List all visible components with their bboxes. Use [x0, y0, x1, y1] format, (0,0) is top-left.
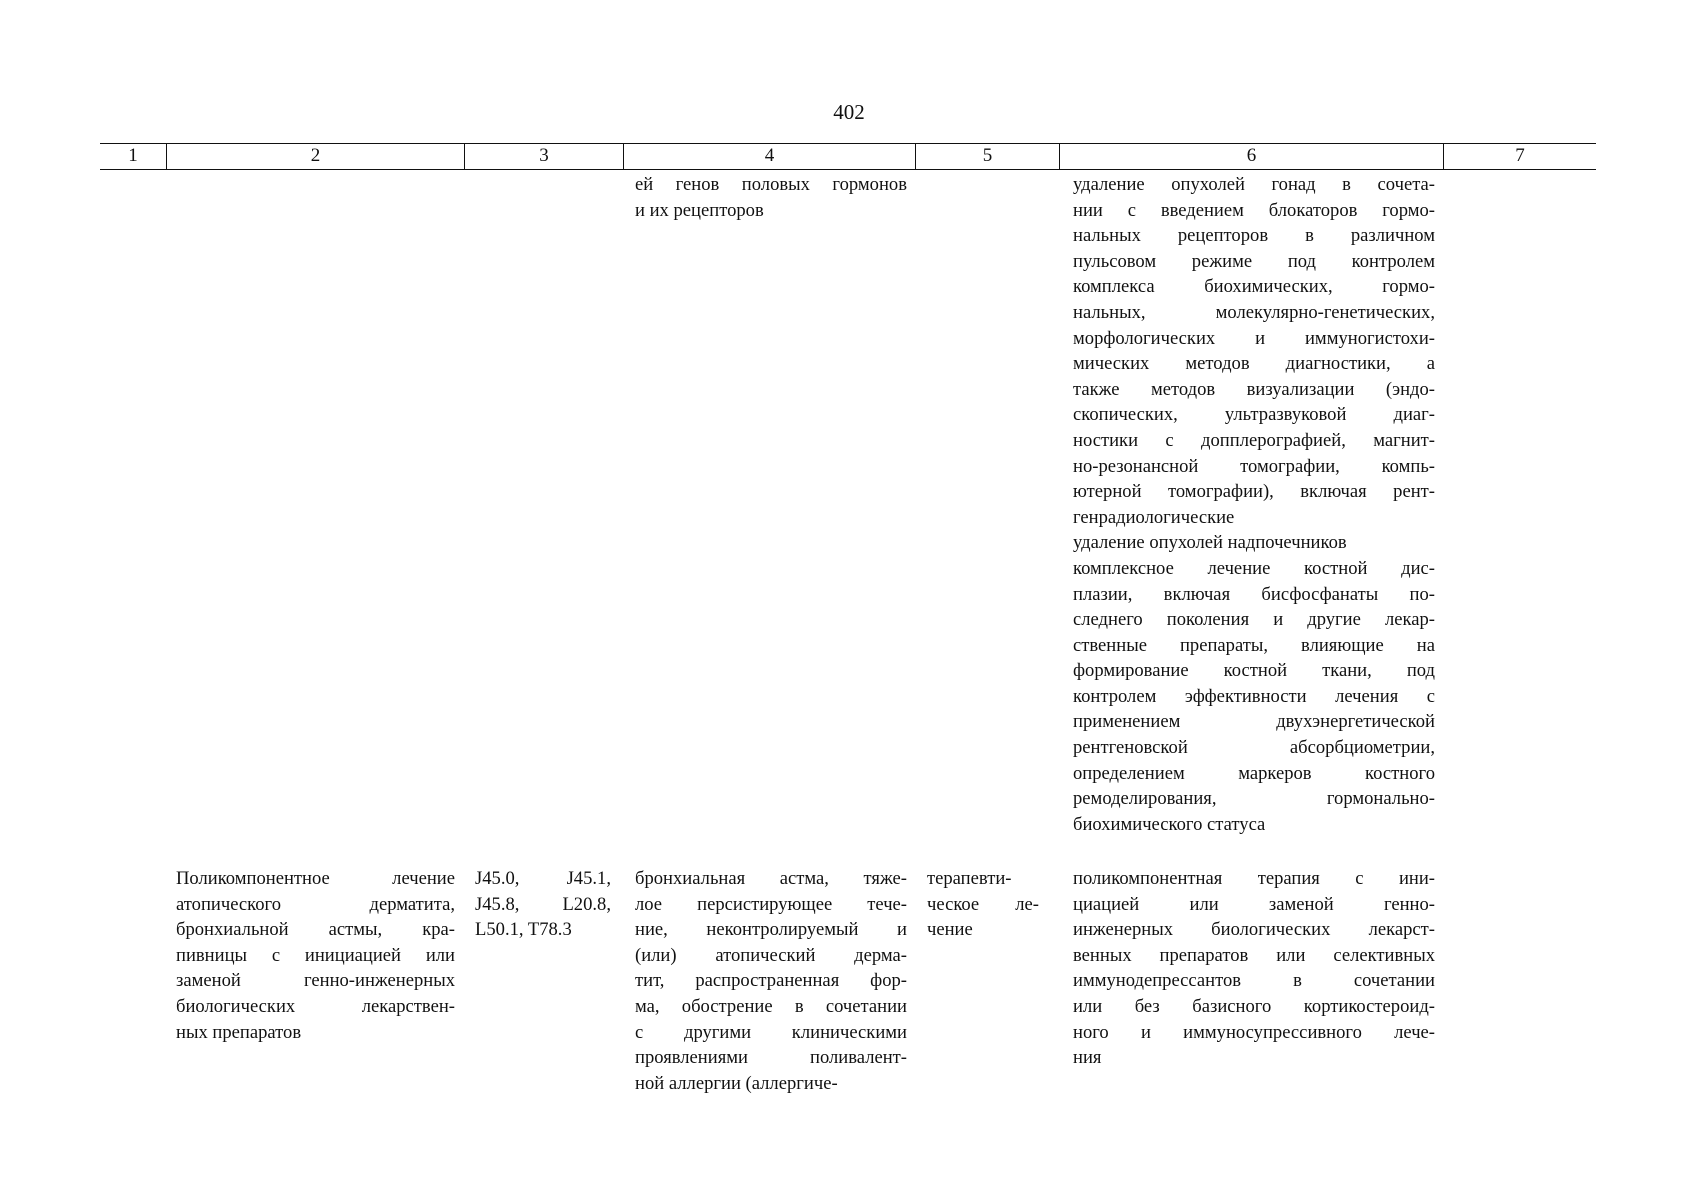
- column-header-1: 1: [128, 145, 138, 166]
- text-line: тит, распространенная фор-: [635, 970, 907, 992]
- row1-col4-cell: [635, 172, 907, 223]
- text-line: нии с введением блокаторов гормо-: [1073, 199, 1435, 221]
- text-line: заменой генно-инженерных: [176, 970, 455, 992]
- text-line: циацией или заменой генно-: [1073, 893, 1435, 915]
- column-header-2: 2: [166, 144, 464, 169]
- text-line: J45.0, J45.1,: [475, 868, 611, 889]
- text-line: контролем эффективности лечения с: [1073, 685, 1435, 707]
- text-line: инженерных биологических лекарст-: [1073, 919, 1435, 941]
- text-line: ностики с допплерографией, магнит-: [1073, 429, 1435, 451]
- text-line: морфологических и иммуногистохи-: [1073, 327, 1435, 349]
- column-header-7: 7: [1443, 144, 1596, 169]
- text-line: удаление опухолей надпочечников: [1073, 532, 1347, 554]
- text-line: J45.8, L20.8,: [475, 893, 611, 915]
- text-line: удаление опухолей гонад в сочета-: [1073, 174, 1435, 195]
- text-line: скопических, ультразвуковой диаг-: [1073, 404, 1435, 426]
- text-line: или без базисного кортикостероид-: [1073, 995, 1435, 1017]
- text-line: генрадиологические: [1073, 506, 1235, 528]
- column-header-3: 3: [464, 144, 623, 169]
- text-line: проявлениями поливалент-: [635, 1047, 907, 1069]
- text-line: ей генов половых гормонов: [635, 174, 907, 195]
- text-line: пивницы с инициацией или: [176, 944, 455, 966]
- text-line: ремоделирования, гормонально-: [1073, 788, 1435, 810]
- text-line: ние, неконтролируемый и: [635, 919, 907, 941]
- text-line: также методов визуализации (эндо-: [1073, 378, 1435, 400]
- text-line: нальных рецепторов в различном: [1073, 225, 1435, 247]
- text-line: плазии, включая бисфосфанаты по-: [1073, 583, 1435, 605]
- text-line: ческое ле-: [927, 893, 1039, 915]
- column-header-5: 5: [915, 144, 1059, 169]
- text-line: с другими клиническими: [635, 1021, 907, 1043]
- row1-col6-cell: [1073, 172, 1435, 837]
- text-line: пульсовом режиме под контролем: [1073, 250, 1435, 272]
- text-line: применением двухэнергетической: [1073, 711, 1435, 733]
- text-line: ных препаратов: [176, 1021, 302, 1043]
- text-line: ния: [1073, 1047, 1102, 1069]
- text-line: формирование костной ткани, под: [1073, 660, 1435, 682]
- text-line: рентгеновской абсорбциометрии,: [1073, 737, 1435, 759]
- row2-col4-cell: [635, 866, 907, 1096]
- text-line: биохимического статуса: [1073, 813, 1266, 835]
- row2-col6-cell: [1073, 866, 1435, 1071]
- text-line: ма, обострение в сочетании: [635, 995, 907, 1017]
- text-line: биологических лекарствен-: [176, 995, 455, 1017]
- text-line: L50.1, T78.3: [475, 919, 572, 941]
- text-line: комплексное лечение костной дис-: [1073, 557, 1435, 579]
- text-line: мических методов диагностики, а: [1073, 353, 1435, 375]
- text-line: нальных, молекулярно-генетических,: [1073, 301, 1435, 323]
- text-line: иммунодепрессантов в сочетании: [1073, 970, 1435, 992]
- table-header-row: [100, 143, 1596, 170]
- text-line: чение: [927, 919, 973, 941]
- page-number: 402: [833, 100, 865, 124]
- text-line: лое персистирующее тече-: [635, 893, 907, 915]
- row2-col3-cell: [475, 866, 611, 943]
- text-line: ютерной томографии), включая рент-: [1073, 481, 1435, 503]
- text-line: определением маркеров костного: [1073, 762, 1435, 784]
- text-line: (или) атопический дерма-: [635, 944, 907, 966]
- text-line: комплекса биохимических, гормо-: [1073, 276, 1435, 298]
- text-line: терапевти-: [927, 868, 1012, 889]
- text-line: и их рецепторов: [635, 199, 764, 221]
- text-line: ного и иммуносупрессивного лече-: [1073, 1021, 1435, 1043]
- column-header-6: 6: [1059, 144, 1443, 169]
- text-line: следнего поколения и другие лекар-: [1073, 609, 1435, 631]
- row2-col2-cell: [176, 866, 455, 1045]
- column-header-4: 4: [623, 144, 915, 169]
- text-line: Поликомпонентное лечение: [176, 868, 455, 889]
- text-line: ственные препараты, влияющие на: [1073, 634, 1435, 656]
- text-line: атопического дерматита,: [176, 893, 455, 915]
- text-line: бронхиальная астма, тяже-: [635, 868, 907, 889]
- text-line: венных препаратов или селективных: [1073, 944, 1435, 966]
- row2-col5-cell: [927, 866, 1039, 943]
- text-line: бронхиальной астмы, кра-: [176, 919, 455, 941]
- text-line: но-резонансной томографии, компь-: [1073, 455, 1435, 477]
- text-line: поликомпонентная терапия с ини-: [1073, 868, 1435, 889]
- text-line: ной аллергии (аллергиче-: [635, 1072, 838, 1094]
